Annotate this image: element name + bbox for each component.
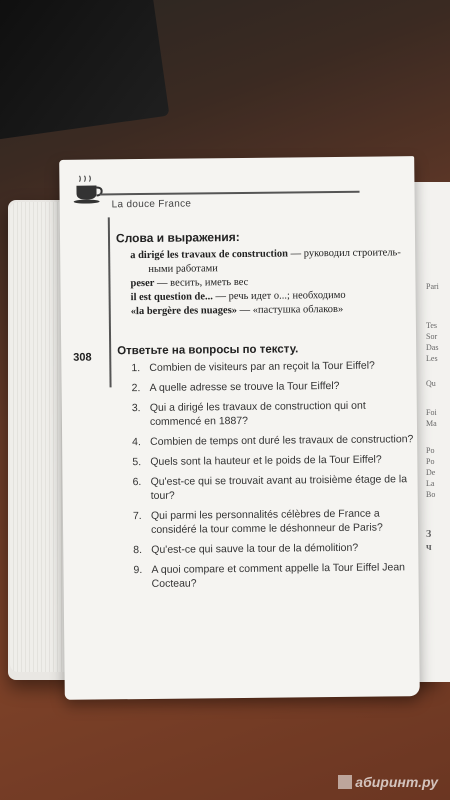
question-item	[132, 398, 417, 429]
watermark	[338, 774, 438, 790]
question-item	[133, 506, 418, 537]
margin-rule	[108, 217, 112, 387]
labirint-logo-icon	[338, 775, 352, 789]
question-number: 2.	[131, 382, 141, 395]
questions-heading: Ответьте на вопросы по тексту.	[117, 343, 299, 358]
vocab-gloss: — весить, иметь вес	[156, 276, 249, 289]
facing-page-fragment: Das	[426, 343, 439, 352]
vocab-item	[130, 246, 410, 263]
question-item	[131, 358, 416, 375]
facing-page-fragment: De	[426, 468, 436, 477]
vocab-gloss-continued: ными работами	[148, 263, 218, 275]
question-text: A quelle adresse se trouve la Tour Eiffel?	[149, 379, 340, 394]
vocab-term: «la bergère des nuages»	[130, 305, 238, 318]
vocab-gloss: — «пастушка облаков»	[239, 303, 344, 316]
question-number: 3.	[131, 402, 141, 415]
facing-page-fragment: Foi	[426, 408, 437, 417]
vocab-gloss: — руководил строитель-	[290, 247, 401, 260]
question-item	[133, 560, 418, 591]
laptop-corner	[0, 0, 169, 143]
facing-page-fragment: Tes	[426, 321, 437, 330]
facing-page-fragment: Qu	[426, 379, 436, 388]
question-text: Qui parmi les personnalités célèbres de France a considéré la tour comme le déshonneur de Paris?	[150, 507, 383, 536]
question-number: 7.	[132, 510, 142, 523]
facing-page-fragment: Po	[426, 457, 435, 466]
question-number: 1.	[131, 362, 141, 375]
facing-page-fragment: Po	[426, 446, 435, 455]
facing-page-fragment: Ma	[426, 419, 437, 428]
vocab-term: a dirigé les travaux de construction	[130, 248, 289, 262]
question-text: Qu'est-ce qui sauve la tour de la démolition?	[151, 541, 359, 556]
vocab-item	[131, 302, 411, 319]
question-number: 6.	[132, 476, 142, 489]
question-item	[132, 472, 417, 503]
vocab-list	[130, 246, 411, 319]
question-text: A quoi compare et comment appelle la Tour Eiffel Jean Cocteau?	[151, 561, 406, 590]
questions-list	[131, 358, 418, 597]
question-text: Combien de visiteurs par an reçoit la Tour Eiffel?	[149, 359, 375, 374]
facing-page-fragment: Les	[426, 354, 438, 363]
question-item	[133, 540, 418, 557]
facing-page-fragment: La	[426, 479, 435, 488]
coffee-cup-icon	[73, 175, 103, 203]
question-text: Quels sont la hauteur et le poids de la Tour Eiffel?	[150, 453, 382, 468]
question-item	[132, 432, 417, 449]
watermark-text: абиринт.ру	[355, 774, 438, 790]
vocab-term: peser	[130, 277, 155, 290]
question-text: Qui a dirigé les travaux de construction qui ont commencé en 1887?	[149, 399, 366, 428]
question-number: 4.	[132, 436, 141, 449]
facing-page-fragment: Pari	[426, 282, 439, 291]
vocab-heading: Слова и выражения:	[115, 229, 240, 246]
question-text: Combien de temps ont duré les travaux de construction?	[150, 433, 414, 448]
question-number: 8.	[133, 544, 143, 557]
question-item	[132, 378, 417, 395]
question-text: Qu'est-ce qui se trouvait avant au troisième étage de la tour?	[150, 473, 408, 502]
page-number: 308	[73, 351, 92, 364]
facing-page-fragment: Bo	[426, 490, 436, 499]
question-item	[132, 452, 417, 469]
book-page	[59, 156, 420, 700]
facing-page-fragment: Sor	[426, 332, 438, 341]
question-number: 5.	[132, 456, 142, 469]
facing-page-fragment: ч	[426, 542, 432, 553]
header-rule	[100, 191, 360, 196]
running-head: La douce France	[111, 198, 192, 211]
question-number: 9.	[133, 564, 143, 577]
vocab-term: il est question de...	[130, 291, 213, 304]
vocab-gloss: — речь идет о...; необходимо	[215, 289, 346, 303]
facing-page-fragment: З	[426, 529, 432, 540]
